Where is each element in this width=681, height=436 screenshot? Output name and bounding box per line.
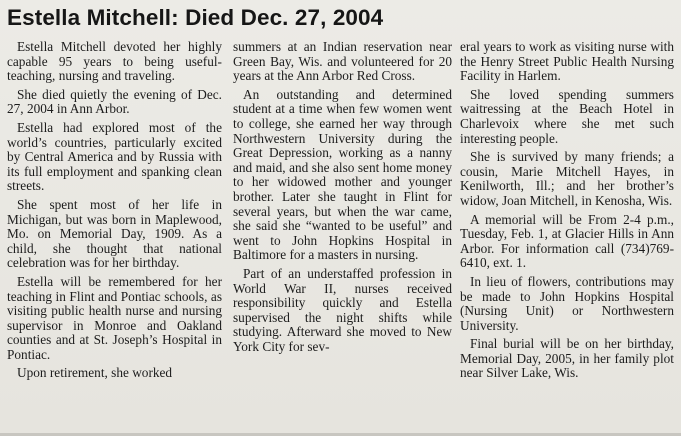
paragraph: She is survived by many friends; a cousin, Marie Mitchell Hayes, in Kenilworth, Ill.; and her brother’s widow, Joan Mitchell, in Kenosha, Wis. [460, 149, 674, 208]
paragraph: A memorial will be From 2-4 p.m., Tuesday, Feb. 1, at Glacier Hills in Ann Arbor. For information call (734)769-6410, ext. 1. [460, 211, 674, 271]
paragraph: Part of an understaffed profession in World War II, nurses received responsibility quickly and Estella supervised the night shifts while studying. Afterward she moved to New York City for sev- [233, 265, 452, 354]
paragraph: Estella had explored most of the world’s countries, particularly excited by Central America and by Russia with its full employment and spanking clean streets. [7, 119, 222, 194]
paragraph: She spent most of her life in Michigan, but was born in Maplewood, Mo. on Memorial Day, 1909. As a child, she thought that national celebration was for her birthday. [7, 196, 222, 271]
paragraph-continued: summers at an Indian reservation near Green Bay, Wis. and volunteered for 20 years at the Ann Arbor Red Cross. [233, 39, 452, 84]
paragraph: In lieu of flowers, contributions may be made to John Hopkins Hospital (Nursing Unit) or Northwestern University. [460, 273, 674, 333]
article-column-3 [460, 40, 674, 385]
paragraph: Estella will be remembered for her teaching in Flint and Pontiac schools, as visiting public health nurse and nursing supervisor in Monroe and Oakland counties and at St. Joseph’s Hospital in Pontiac. [7, 273, 222, 362]
paragraph: Final burial will be on her birthday, Memorial Day, 2005, in her family plot near Silver Lake, Wis. [460, 336, 674, 381]
paragraph: An outstanding and determined student at a time when few women went to college, she earned her way through Northwestern University during the Great Depression, working as a nanny and maid, and she also sent home money to her widowed mother and younger brother. Later she taught in Flint for several years, but when the war came, she said she “wanted to be useful” and went to John Hopkins Hospital in Baltimore for a masters in nursing. [233, 86, 452, 263]
article-column-2 [233, 40, 452, 358]
headline: Estella Mitchell: Died Dec. 27, 2004 [7, 5, 384, 30]
article-column-1 [7, 40, 222, 385]
paragraph: She loved spending summers waitressing at the Beach Hotel in Charlevoix where she met such interesting people. [460, 86, 674, 146]
paragraph: She died quietly the evening of Dec. 27, 2004 in Ann Arbor. [7, 86, 222, 117]
paragraph: Estella Mitchell devoted her highly capable 95 years to being useful-teaching, nursing and traveling. [7, 39, 222, 84]
paragraph: Upon retirement, she worked [17, 365, 173, 381]
paragraph-continued: eral years to work as visiting nurse with the Henry Street Public Health Nursing Facility in Harlem. [460, 39, 674, 84]
